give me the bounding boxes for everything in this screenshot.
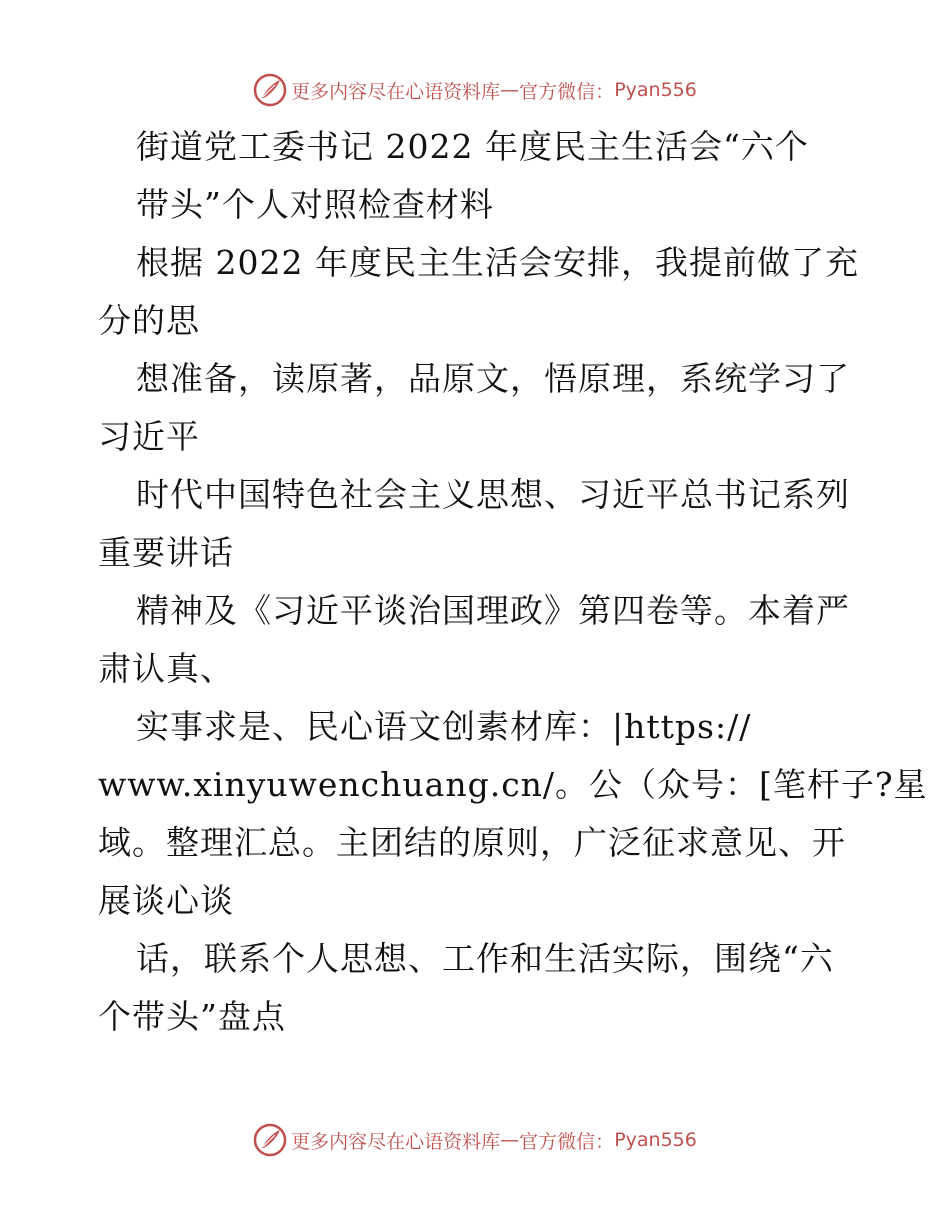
paragraph-line: 分的思 <box>98 301 200 340</box>
paragraph-line: 个带头”盘点 <box>98 997 286 1036</box>
paragraph-line: 话，联系个人思想、工作和生活实际，围绕“六 <box>136 939 834 978</box>
watermark-text: 更多内容尽在心语资料库 <box>291 1130 501 1153</box>
paragraph-line: 展谈心谈 <box>98 881 234 920</box>
watermark-wechat-id: Pyan556 <box>614 1129 697 1151</box>
watermark-wechat-id: Pyan556 <box>614 79 697 101</box>
document-body <box>98 118 928 1046</box>
header-watermark <box>0 70 950 110</box>
paragraph-line: www.xinyuwenchuang.cn/。公（众号：[笔杆子?星 <box>98 765 928 804</box>
watermark-separator: — <box>500 79 520 101</box>
paragraph-line: 想准备，读原著，品原文，悟原理，系统学习了 <box>136 359 850 398</box>
feather-pen-logo-icon <box>253 1123 287 1157</box>
watermark-separator: — <box>500 1129 520 1151</box>
paragraph-line: 重要讲话 <box>98 533 234 572</box>
paragraph-line: 根据 2022 年度民主生活会安排，我提前做了充 <box>136 243 859 282</box>
paragraph-line: 肃认真、 <box>98 649 234 688</box>
footer-watermark <box>0 1120 950 1160</box>
title-line-2: 带头”个人对照检查材料 <box>136 185 494 224</box>
paragraph-line: 精神及《习近平谈治国理政》第四卷等。本着严 <box>136 591 850 630</box>
paragraph-line: 时代中国特色社会主义思想、习近平总书记系列 <box>136 475 850 514</box>
title-line-1: 街道党工委书记 2022 年度民主生活会“六个 <box>136 127 809 166</box>
watermark-wechat-label: 官方微信： <box>519 80 615 103</box>
paragraph-line: 实事求是、民心语文创素材库：|https:// <box>136 707 752 746</box>
paragraph-line: 习近平 <box>98 417 200 456</box>
watermark-text: 更多内容尽在心语资料库 <box>291 80 501 103</box>
feather-pen-logo-icon <box>253 73 287 107</box>
watermark-wechat-label: 官方微信： <box>519 1130 615 1153</box>
paragraph-line: 域。整理汇总。主团结的原则，广泛征求意见、开 <box>98 823 846 862</box>
